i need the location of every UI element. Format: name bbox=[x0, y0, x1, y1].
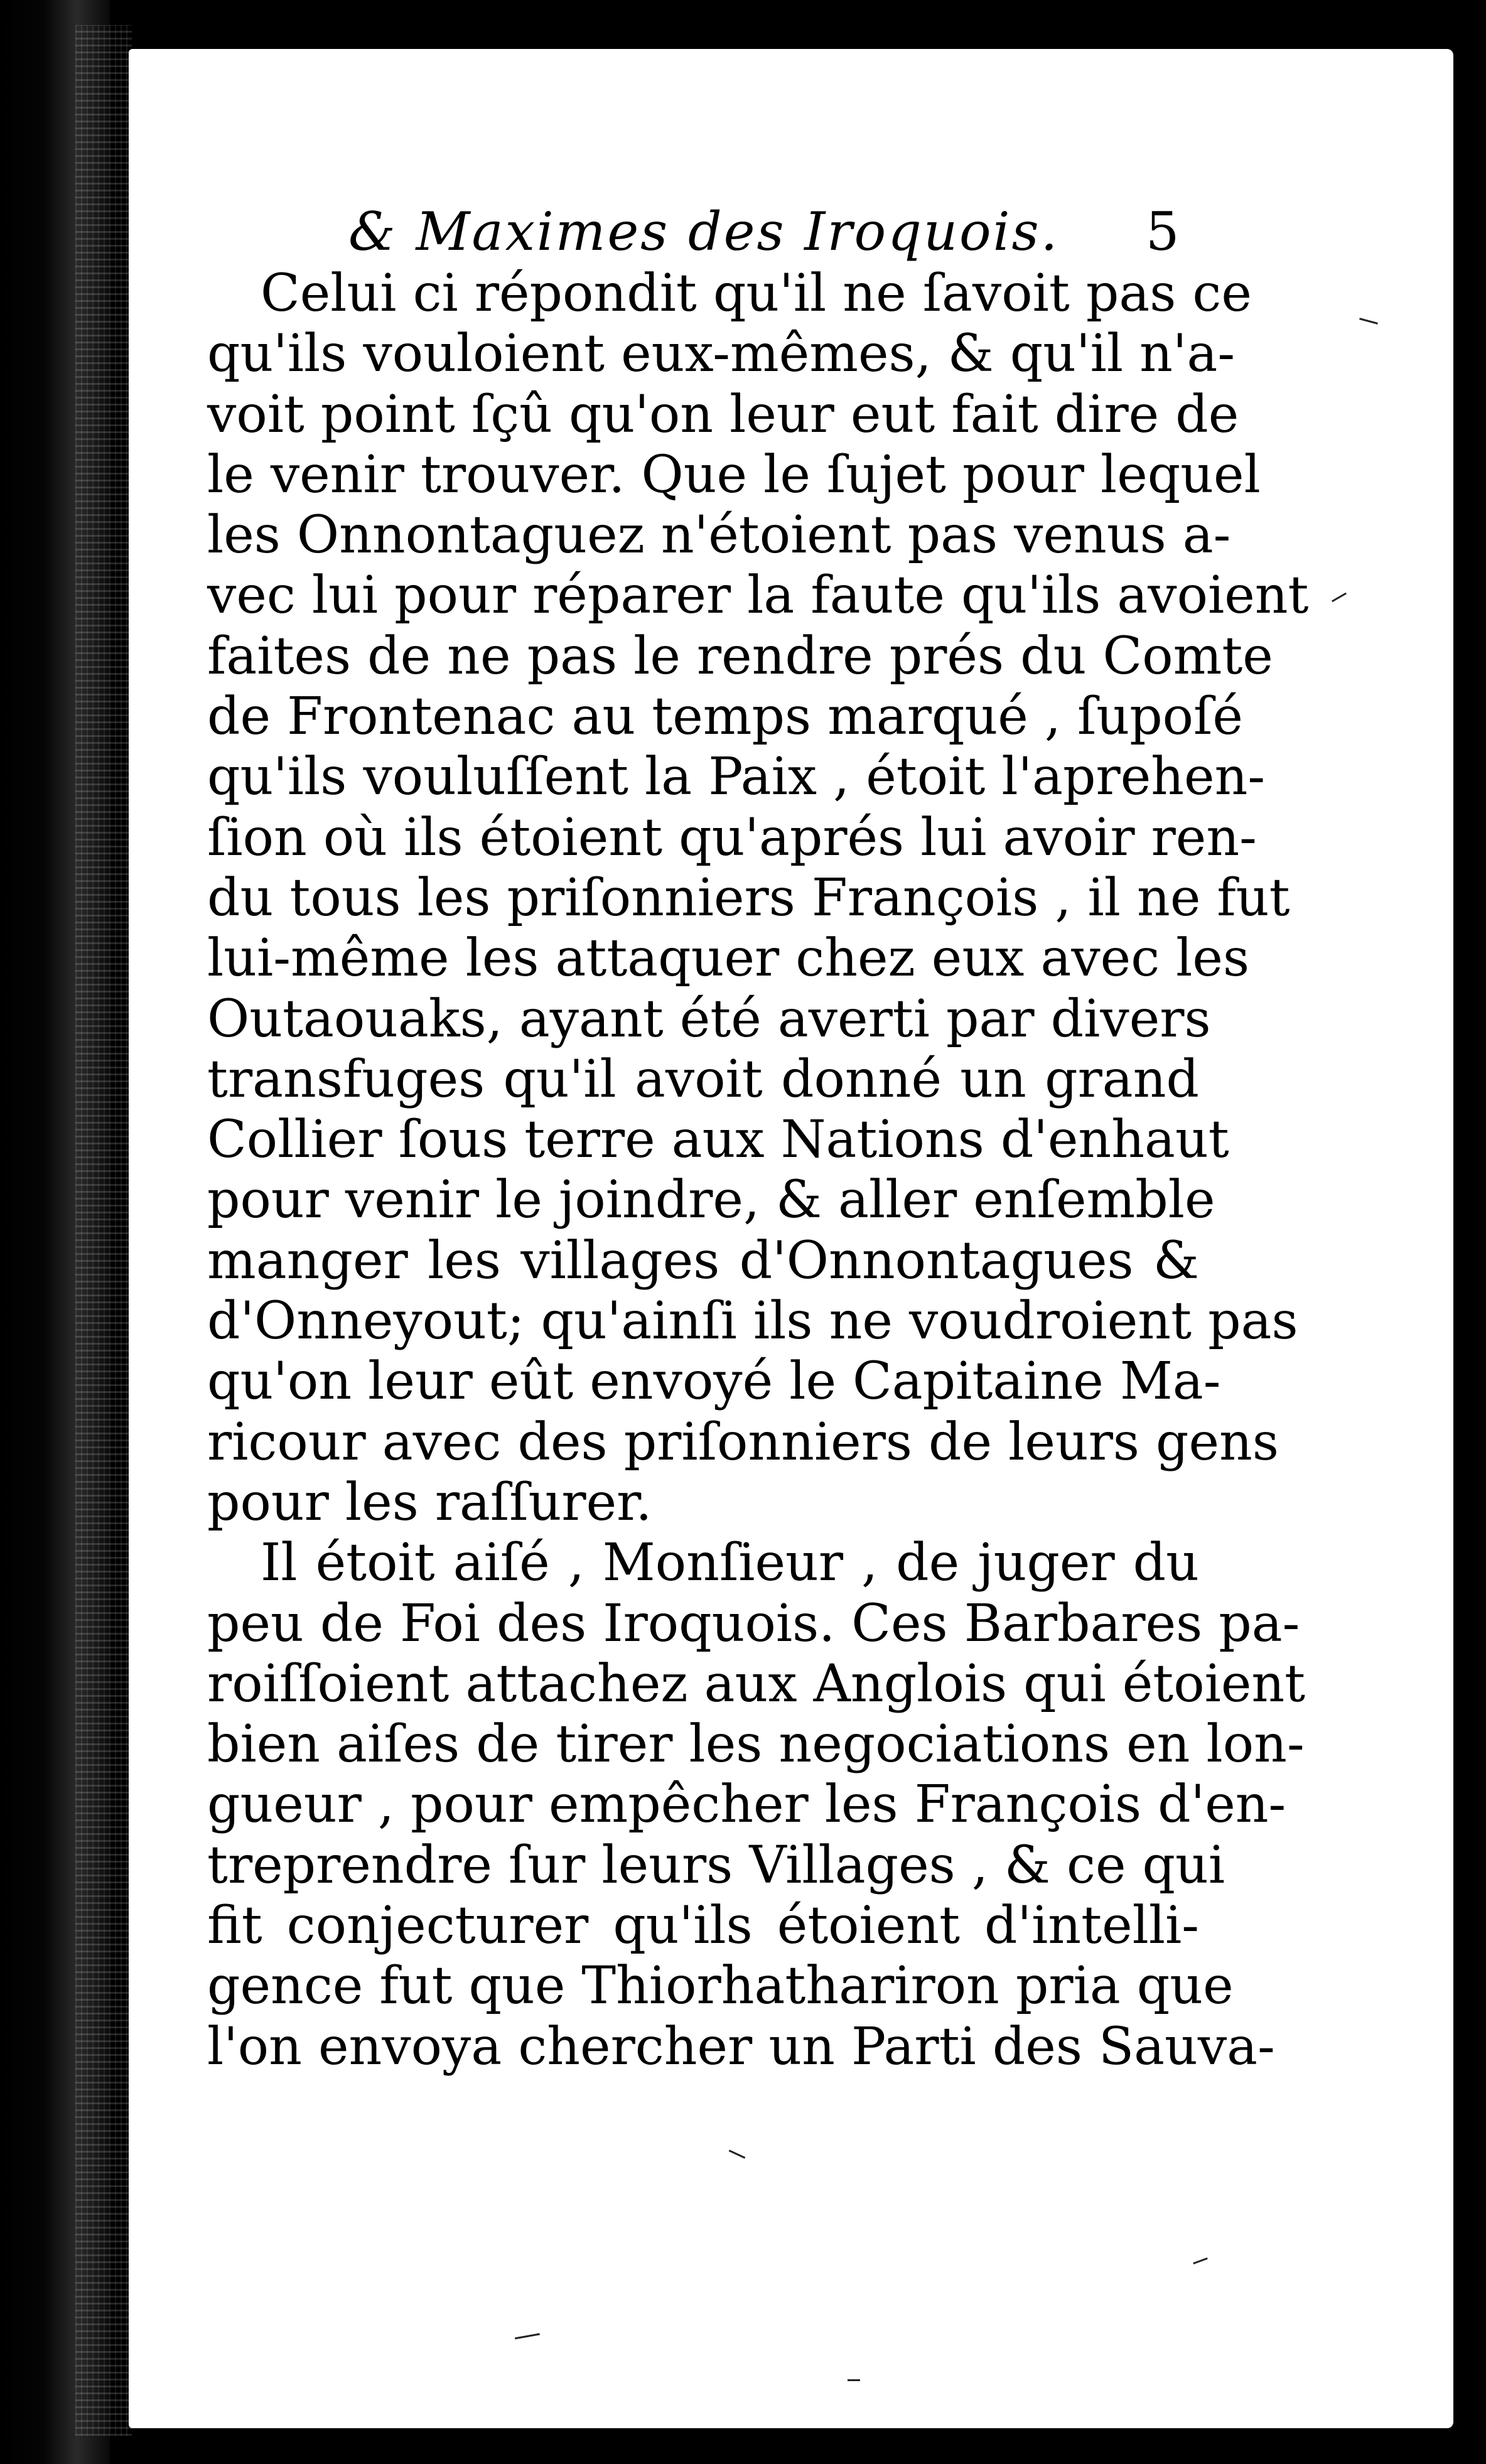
text-line: gueur , pour empêcher les François d'en- bbox=[207, 1775, 1286, 1835]
text-line: lui-même les attaquer chez eux avec les bbox=[207, 928, 1250, 989]
text-line: ſion où ils étoient qu'aprés lui avoir ren- bbox=[207, 807, 1257, 868]
text-line: d'Onneyout; qu'ainſi ils ne voudroient pas bbox=[207, 1291, 1298, 1352]
scan-binding-texture bbox=[75, 25, 132, 2436]
text-line: transfuges qu'il avoit donné un grand bbox=[207, 1049, 1199, 1109]
text-line: qu'ils vouloient eux-mêmes, & qu'il n'a- bbox=[207, 324, 1236, 384]
text-line: les Onnontaguez n'étoient pas venus a- bbox=[207, 505, 1231, 566]
text-line: qu'ils vouluſſent la Paix , étoit l'aprehen- bbox=[207, 747, 1266, 807]
text-line: gence fut que Thiorhathariron pria que bbox=[207, 1956, 1234, 2016]
text-line: fit conjecturer qu'ils étoient d'intelli- bbox=[207, 1896, 1199, 1956]
text-line: treprendre ſur leurs Villages , & ce qui bbox=[207, 1835, 1225, 1895]
running-head-title: & Maximes des Iroquois. bbox=[348, 201, 1060, 262]
text-line: qu'on leur eût envoyé le Capitaine Ma- bbox=[207, 1352, 1221, 1412]
text-line: pour les raſſurer. bbox=[207, 1472, 652, 1532]
text-line: Il étoit aiſé , Monſieur , de juger du bbox=[261, 1533, 1199, 1593]
text-line: du tous les priſonniers François , il ne fut bbox=[207, 868, 1290, 928]
text-line: vec lui pour réparer la faute qu'ils avoient bbox=[207, 566, 1309, 626]
text-line: faites de ne pas le rendre prés du Comte bbox=[207, 626, 1273, 686]
text-line: de Frontenac au temps marqué , ſupoſé bbox=[207, 687, 1243, 747]
text-line: le venir trouver. Que le ſujet pour lequel bbox=[207, 444, 1261, 505]
text-line: Celui ci répondit qu'il ne ſavoit pas ce bbox=[261, 264, 1252, 323]
page-number: 5 bbox=[1146, 201, 1180, 262]
text-line: voit point ſçû qu'on leur eut fait dire de bbox=[207, 384, 1239, 444]
text-line: Outaouaks, ayant été averti par divers bbox=[207, 989, 1211, 1049]
body-text bbox=[207, 264, 1309, 2077]
text-line: ricour avec des priſonniers de leurs gens bbox=[207, 1412, 1279, 1472]
scan-speck bbox=[848, 2379, 860, 2381]
text-line: manger les villages d'Onnontagues & bbox=[207, 1230, 1199, 1291]
text-line: pour venir le joindre, & aller enſemble bbox=[207, 1170, 1215, 1230]
text-line: roiſſoient attachez aux Anglois qui étoient bbox=[207, 1654, 1306, 1714]
text-line: peu de Foi des Iroquois. Ces Barbares pa- bbox=[207, 1593, 1300, 1654]
text-line: l'on envoya chercher un Parti des Sauva- bbox=[207, 2016, 1275, 2077]
text-line: Collier ſous terre aux Nations d'enhaut bbox=[207, 1110, 1229, 1170]
text-line: bien aiſes de tirer les negociations en lon- bbox=[207, 1714, 1305, 1775]
